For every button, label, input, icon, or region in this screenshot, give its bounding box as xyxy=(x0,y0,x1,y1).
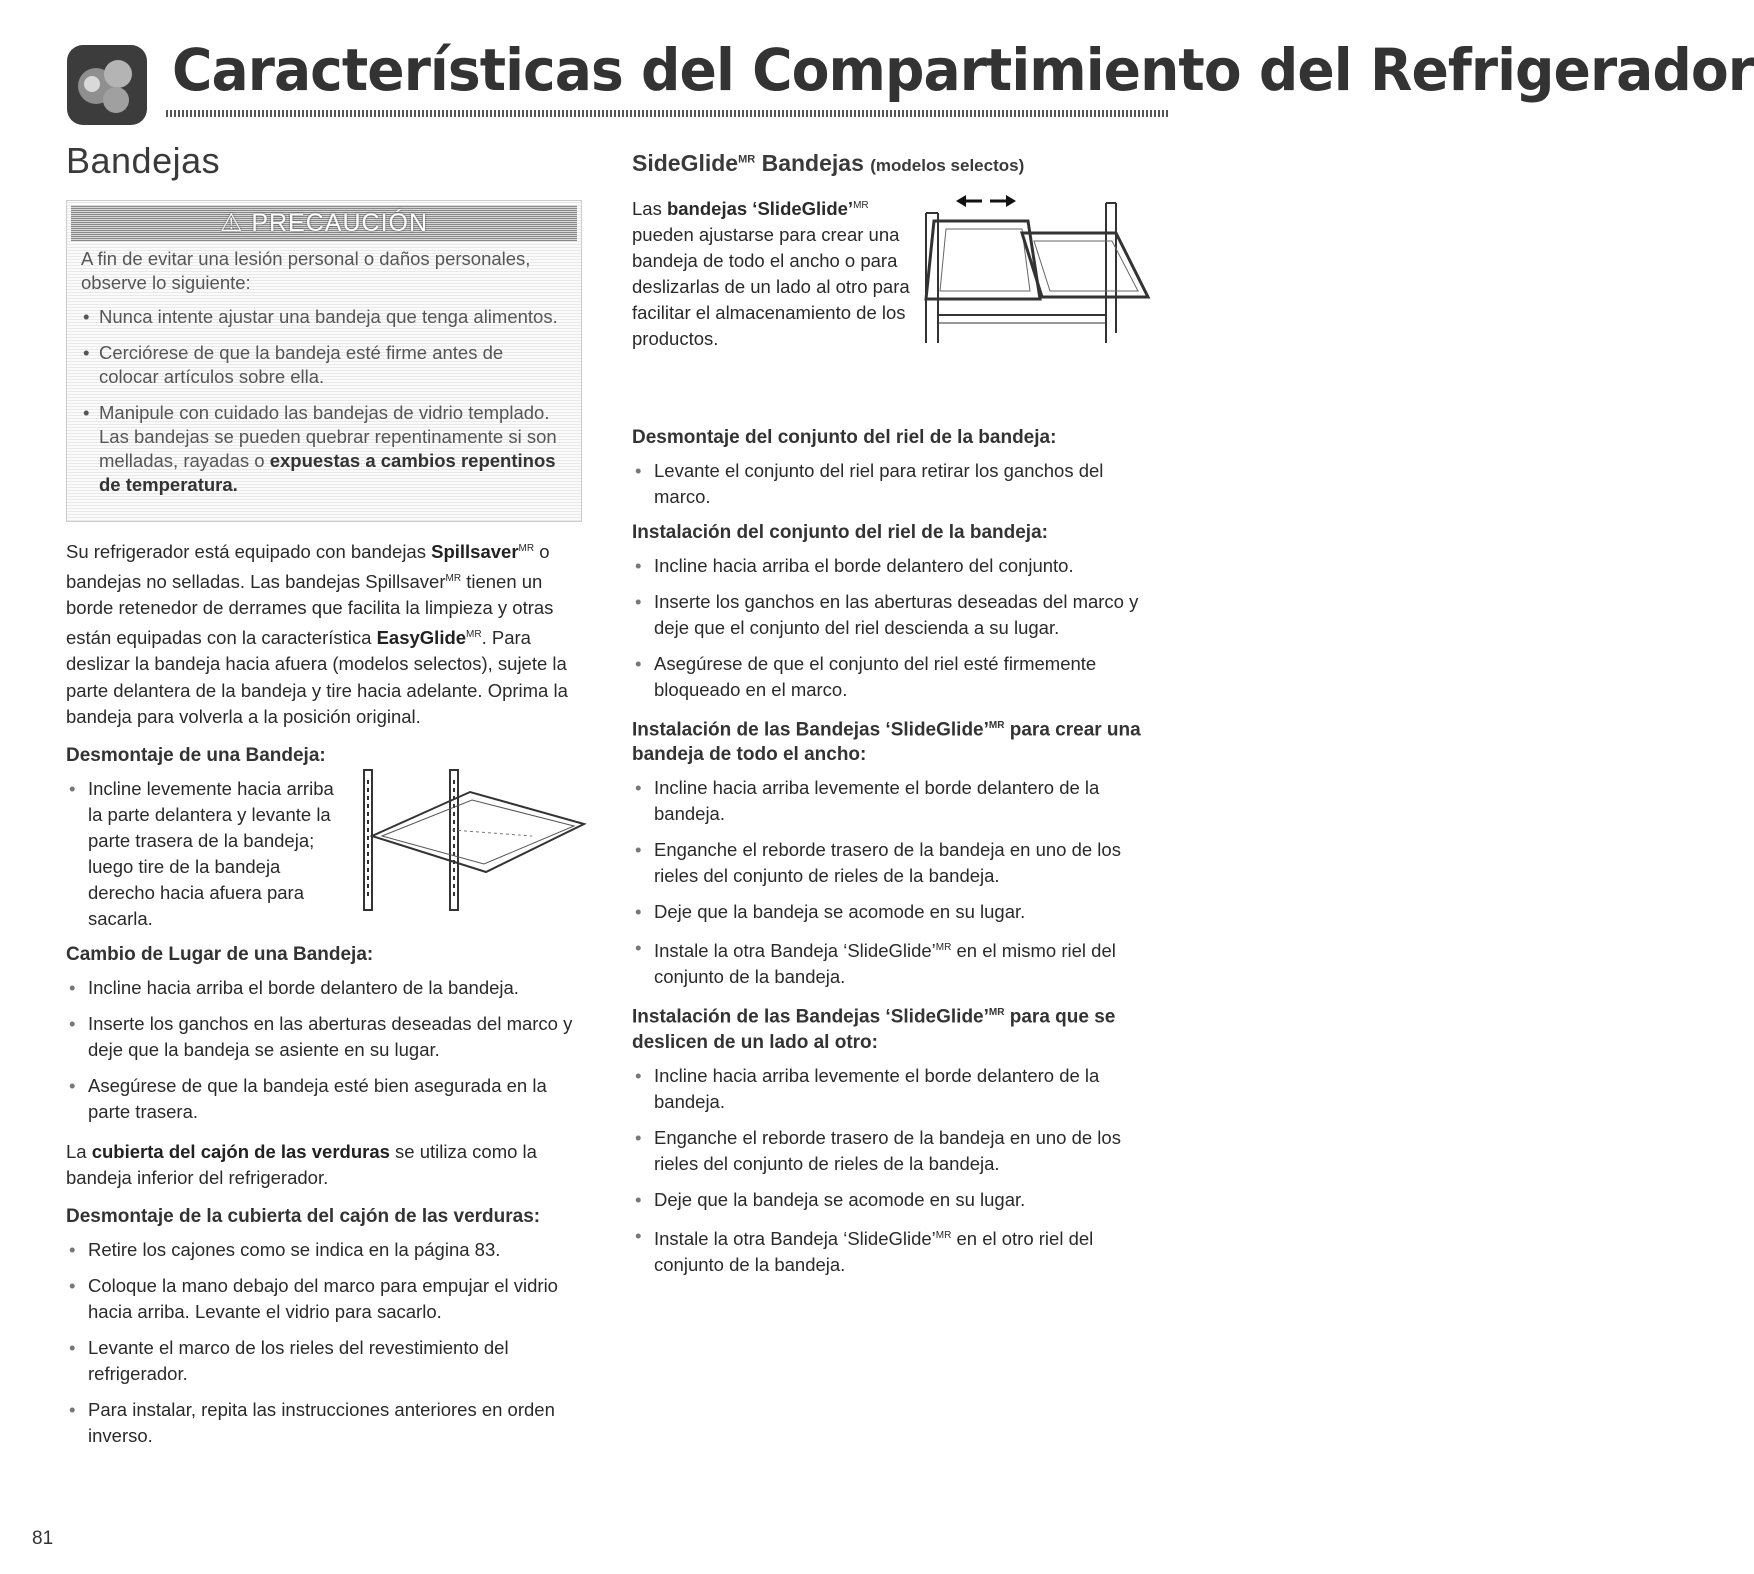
step: • Incline hacia arriba levemente el borde delantero de la bandeja. xyxy=(632,775,1152,827)
trademark: MR xyxy=(935,1229,952,1241)
text: o bandejas no selladas. Las bandejas Spillsaver xyxy=(66,541,550,592)
text: en el otro riel del conjunto de la bandeja. xyxy=(654,1227,1094,1275)
section-title-bandejas: Bandejas xyxy=(66,140,221,181)
right-column xyxy=(632,150,1152,1288)
caution-box xyxy=(66,200,582,522)
shelf-removal-illustration xyxy=(352,770,586,910)
trademark: MR xyxy=(935,942,952,954)
trademark: MR xyxy=(445,572,462,584)
caution-item xyxy=(81,401,567,497)
full-width-heading xyxy=(632,713,1152,767)
slideglide-illustration xyxy=(916,193,1152,343)
caution-header xyxy=(71,205,577,241)
spillsaver-brand: Spillsaver xyxy=(431,541,519,563)
caution-intro: A fin de evitar una lesión personal o daños personales, observe lo siguiente: xyxy=(81,248,531,293)
step: • Enganche el reborde trasero de la bandeja en uno de los rieles del conjunto de rieles de la bandeja. xyxy=(632,837,1152,889)
step xyxy=(632,935,1152,990)
slideglide-term: bandejas ‘SlideGlide’ xyxy=(666,198,854,220)
crisper-cover-term: cubierta del cajón de las verduras xyxy=(91,1140,390,1162)
text: Instalación de las Bandejas ‘SlideGlide’ xyxy=(632,719,989,741)
text: . Para deslizar la bandeja hacia afuera (modelos selectos), sujete la parte delantera de la bandeja y tire hacia adelante. Oprima la bandeja para volverla a la posición original. xyxy=(66,626,568,728)
caution-item: • Nunca intente ajustar una bandeja que tenga alimentos. xyxy=(81,305,567,329)
crisper-remove-heading: Desmontaje de la cubierta del cajón de las verduras: xyxy=(66,1205,541,1227)
text: para que se deslicen de un lado al otro: xyxy=(632,1006,1116,1053)
caution-item-text: Manipule con cuidado las bandejas de vidrio templado. Las bandejas se pueden quebrar repentinamente si son melladas, rayadas o xyxy=(99,402,557,471)
refrigerator-section-icon xyxy=(66,44,148,126)
step: • Asegúrese de que la bandeja esté bien asegurada en la parte trasera. xyxy=(66,1073,582,1125)
left-column xyxy=(66,140,582,1459)
step: • Deje que la bandeja se acomode en su lugar. xyxy=(632,899,1152,925)
caution-list xyxy=(67,305,581,497)
shelves-intro xyxy=(66,536,582,731)
text: Su refrigerador está equipado con bandejas xyxy=(66,541,432,563)
trademark: MR xyxy=(518,543,535,554)
caution-item-emphasis: expuestas a cambios repentinos de temperatura. xyxy=(99,450,556,495)
trademark: MR xyxy=(738,153,756,166)
text: se utiliza como la bandeja inferior del refrigerador. xyxy=(66,1140,537,1189)
step: • Incline hacia arriba levemente el borde delantero de la bandeja. xyxy=(632,1063,1152,1115)
step: • Levante el conjunto del riel para retirar los ganchos del marco. xyxy=(632,458,1152,510)
rail-remove-heading: Desmontaje del conjunto del riel de la bandeja: xyxy=(632,427,1057,448)
step: • Inserte los ganchos en las aberturas deseadas del marco y deje que el conjunto del riel descienda a su lugar. xyxy=(632,589,1152,641)
step xyxy=(632,1223,1152,1278)
caution-title: ⚠ PRECAUCIÓN xyxy=(219,209,429,237)
text: SideGlide xyxy=(632,150,739,176)
step: • Inserte los ganchos en las aberturas deseadas del marco y deje que la bandeja se asiente en su lugar. xyxy=(66,1011,582,1063)
change-shelf-heading: Cambio de Lugar de una Bandeja: xyxy=(66,943,374,965)
section-title-sideglide xyxy=(632,150,1152,177)
text: Las xyxy=(632,198,667,220)
rail-remove-steps xyxy=(632,458,1152,510)
slideglide-intro xyxy=(632,193,912,352)
side-slide-steps xyxy=(632,1063,1152,1278)
step: • Incline hacia arriba el borde delantero de la bandeja. xyxy=(66,975,582,1001)
text: Instale la otra Bandeja ‘SlideGlide’ xyxy=(654,1227,936,1249)
slideglide-intro-block xyxy=(632,193,1152,415)
text: La xyxy=(66,1140,92,1162)
trademark: MR xyxy=(988,1007,1005,1019)
step: • Para instalar, repita las instrucciones anteriores en orden inverso. xyxy=(66,1397,582,1449)
text: para crear una bandeja de todo el ancho: xyxy=(632,719,1141,766)
trademark: MR xyxy=(988,720,1005,731)
text: Bandejas xyxy=(755,150,871,176)
step: • Levante el marco de los rieles del revestimiento del refrigerador. xyxy=(66,1335,582,1387)
title-rule xyxy=(166,110,1170,117)
page-title: Características del Compartimiento del Refrigerador xyxy=(172,36,1754,104)
text: Instalación de las Bandejas ‘SlideGlide’ xyxy=(632,1006,989,1028)
models-note: (modelos selectos) xyxy=(870,156,1025,175)
trademark: MR xyxy=(853,200,869,211)
step: • Deje que la bandeja se acomode en su lugar. xyxy=(632,1187,1152,1213)
rail-install-heading: Instalación del conjunto del riel de la bandeja: xyxy=(632,522,1048,543)
easyglide-brand: EasyGlide xyxy=(376,626,467,648)
remove-shelf-block xyxy=(66,776,582,932)
text: tienen un borde retenedor de derrames que facilita la limpieza y otras están equipadas con la característica xyxy=(66,570,554,648)
full-width-steps xyxy=(632,775,1152,990)
text: pueden ajustarse para crear una bandeja de todo el ancho o para deslizarlas de un lado al otro para facilitar el almacenamiento de los productos. xyxy=(632,224,910,350)
step: • Incline hacia arriba el borde delantero del conjunto. xyxy=(632,553,1152,579)
remove-shelf-heading: Desmontaje de una Bandeja: xyxy=(66,744,326,766)
text: en el mismo riel del conjunto de la bandeja. xyxy=(654,940,1116,988)
change-shelf-steps xyxy=(66,975,582,1125)
step: • Enganche el reborde trasero de la bandeja en uno de los rieles del conjunto de rieles de la bandeja. xyxy=(632,1125,1152,1177)
rail-install-steps xyxy=(632,553,1152,703)
caution-item: • Cerciórese de que la bandeja esté firme antes de colocar artículos sobre ella. xyxy=(81,341,567,389)
page-number: 81 xyxy=(32,1528,54,1549)
step: • Retire los cajones como se indica en la página 83. xyxy=(66,1237,582,1263)
crisper-remove-steps xyxy=(66,1237,582,1449)
trademark: MR xyxy=(466,628,482,640)
crisper-cover-note xyxy=(66,1139,582,1192)
step: • Incline levemente hacia arriba la parte delantera y levante la parte trasera de la bandeja; luego tire de la bandeja derecho hacia afuera para sacarla. xyxy=(66,776,343,932)
side-slide-heading xyxy=(632,1000,1152,1054)
step: • Coloque la mano debajo del marco para empujar el vidrio hacia arriba. Levante el vidrio para sacarlo. xyxy=(66,1273,582,1325)
text: Instale la otra Bandeja ‘SlideGlide’ xyxy=(654,940,936,962)
step: • Asegúrese de que el conjunto del riel esté firmemente bloqueado en el marco. xyxy=(632,651,1152,703)
